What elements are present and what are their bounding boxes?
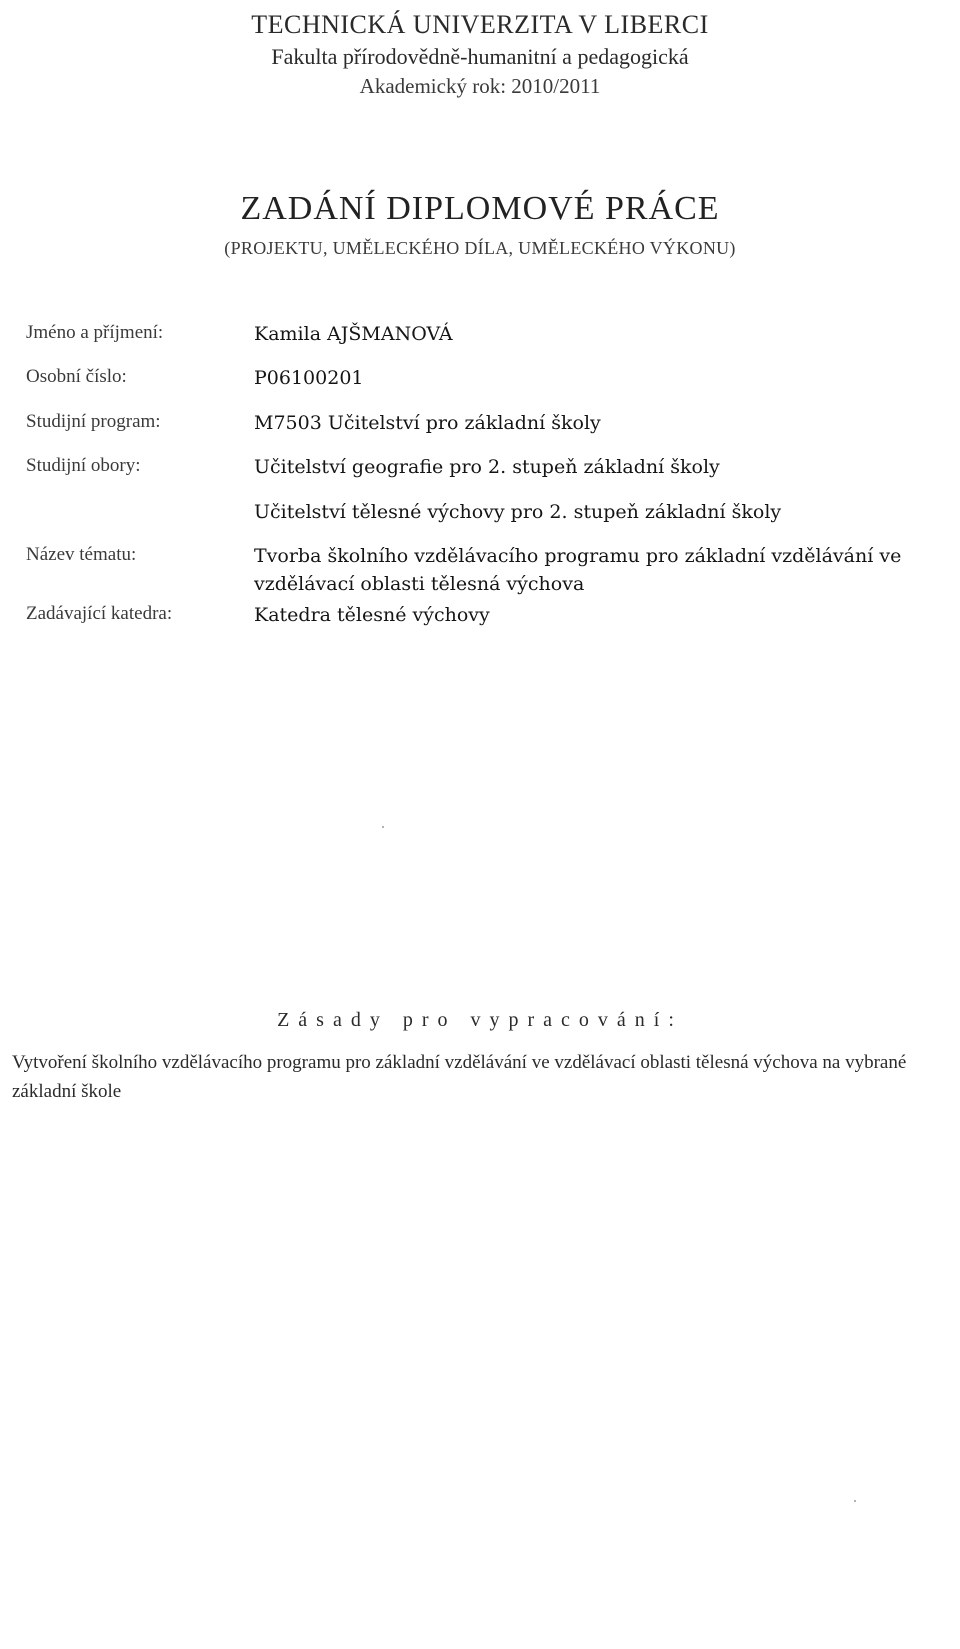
department-label: Zadávající katedra: [26, 603, 173, 624]
university-name: TECHNICKÁ UNIVERZITA V LIBERCI [251, 10, 709, 39]
guidelines-heading: Zásady pro vypracování: [277, 1009, 683, 1031]
program-label: Studijní program: [26, 411, 161, 432]
topic-value: Tvorba školního vzdělávacího programu pro základní vzdělávání ve vzdělávací oblasti tělesná výchova [254, 545, 902, 595]
personal-number-value: P06100201 [254, 367, 364, 389]
scan-speck [854, 1500, 856, 1502]
name-label: Jméno a příjmení: [26, 322, 164, 343]
document-subtitle: (PROJEKTU, UMĚLECKÉHO DÍLA, UMĚLECKÉHO VÝKONU) [224, 238, 736, 258]
academic-year: Akademický rok: 2010/2011 [359, 74, 601, 98]
document-title: ZADÁNÍ DIPLOMOVÉ PRÁCE [240, 190, 720, 227]
department-value: Katedra tělesné výchovy [254, 604, 490, 626]
topic-label: Název tématu: [26, 544, 137, 565]
name-value: Kamila AJŠMANOVÁ [254, 323, 453, 345]
study-field-1: Učitelství geografie pro 2. stupeň základní školy [254, 456, 720, 478]
program-value: M7503 Učitelství pro základní školy [254, 412, 601, 434]
study-fields-label: Studijní obory: [26, 455, 141, 476]
guidelines-text: Vytvoření školního vzdělávacího programu pro základní vzdělávání ve vzdělávací oblasti tělesná výchova na vybrané základní škole [12, 1052, 907, 1102]
scan-speck [382, 826, 384, 828]
study-field-2: Učitelství tělesné výchovy pro 2. stupeň základní školy [254, 501, 782, 523]
personal-number-label: Osobní číslo: [26, 366, 127, 387]
faculty-name: Fakulta přírodovědně-humanitní a pedagogická [271, 44, 689, 69]
